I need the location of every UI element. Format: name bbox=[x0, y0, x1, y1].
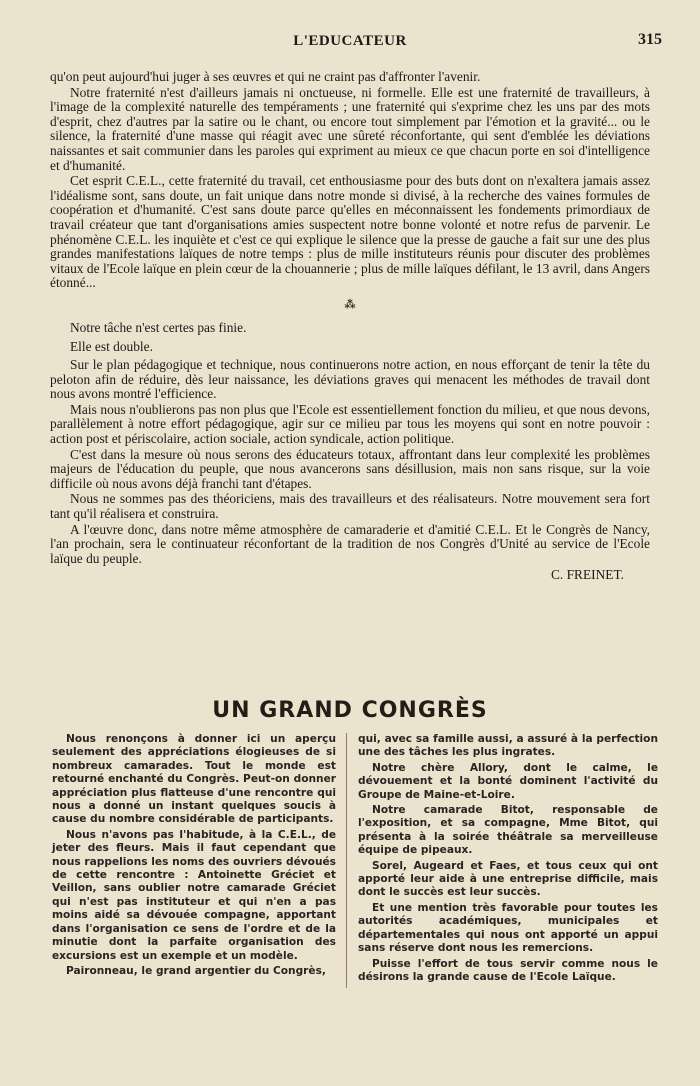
column-paragraph: qui, avec sa famille aussi, a assuré à la perfection une des tâches les plus ingrates. bbox=[358, 733, 658, 759]
running-header-title: L'EDUCATEUR bbox=[293, 33, 407, 49]
article-paragraph: A l'œuvre donc, dans notre même atmosphère de camaraderie et d'amitié C.E.L. Et le Congrès de Nancy, l'an prochain, sera le continuateur réconfortant de la tradition de nos Congrès d'Unité au service de l'Ecole laïque du peuple. bbox=[50, 521, 650, 566]
column-paragraph: Et une mention très favorable pour toutes les autorités académiques, municipales et départementales qui nous ont apporté un appui sans réserve dont nous les remercions. bbox=[358, 901, 658, 955]
article-paragraph: C'est dans la mesure où nous serons des éducateurs totaux, affrontant dans leur complexité les problèmes majeurs de l'éducation du peuple, que nous avancerons sans désillusion, mais non sans risque, sur la voie difficile où nous avons déjà franchi tant d'étapes. bbox=[50, 446, 650, 491]
column-paragraph: Puisse l'effort de tous servir comme nous le désirons la grande cause de l'Ecole Laïque. bbox=[358, 957, 658, 983]
article-paragraph: Sur le plan pédagogique et technique, nous continuerons notre action, en nous efforçant de tenir la tête du peloton afin de réduire, dès leur naissance, les déviations graves qui menacent les méthodes de travail dont nous avons montré l'efficience. bbox=[50, 357, 650, 402]
left-column bbox=[52, 733, 336, 980]
section-title: UN GRAND CONGRÈS bbox=[212, 698, 488, 723]
article-line: Elle est double. bbox=[70, 338, 153, 354]
column-paragraph: Nous n'avons pas l'habitude, à la C.E.L., de jeter des fleurs. Mais il faut cependant que nous rappelions les noms des ouvriers dévoués de cette rencontre : Antoinette Gréciet et Veillon, sans oublier notre camarade Gréciet qui n'est pas instituteur et qui n'en a pas moins aidé sa dévouée compagne, apportant dans l'organisation ce sens de l'ordre et de la minutie dont la parfaite organisation des excursions est un exemple et un modèle. bbox=[52, 828, 336, 962]
column-paragraph: Notre camarade Bitot, responsable de l'exposition, et sa compagne, Mme Bitot, qui présenta à la soirée théâtrale sa merveilleuse équipe de pipeaux. bbox=[358, 804, 658, 857]
article-paragraph: Cet esprit C.E.L., cette fraternité du travail, cet enthousiasme pour des buts dont on n'exaltera jamais assez l'idéalisme sont, sans doute, un fait unique dans notre monde si divisé, à la recherche des vaines formules de coopération et d'humanité. C'est sans doute parce qu'elles en méconnaissent les fondements primordiaux de travail créateur que tant d'organisations amies suspectent notre bonne volonté et notre refus de parvenir. Le phénomène C.E.L. les inquiète et c'est ce qui explique le silence que la presse de gauche a fait sur une des plus grandes manifestations laïques de notre temps : plus de mille instituteurs réunis pour discuter des problèmes vitaux de l'Ecole laïque en plein cœur de la chouannerie ; plus de mille laïques défilant, le 13 avril, dans Angers étonné... bbox=[50, 173, 650, 291]
article-paragraph: Mais nous n'oublierons pas non plus que l'Ecole est essentiellement fonction du milieu, et que nous devons, parallèlement à notre effort pédagogique, agir sur ce milieu par tous les moyens qui sont en notre pouvoir : action post et périscolaire, action sociale, action syndicale, action politique. bbox=[50, 401, 650, 447]
article-paragraph: qu'on peut aujourd'hui juger à ses œuvres et qui ne craint pas d'affronter l'avenir. bbox=[50, 69, 481, 84]
article-line: Notre tâche n'est certes pas finie. bbox=[70, 319, 247, 335]
article-paragraph: Notre fraternité n'est d'ailleurs jamais ni onctueuse, ni formelle. Elle est une fraternité de travailleurs, à l'image de la complexité naturelle des tempéraments ; une fraternité qui s'exprime chez les uns par des mots d'esprit, chez d'autres par la satire ou le chant, ou encore tout simplement par l'émotion et la gravité... ou le silence, la fraternité d'une masse qui réagit avec une sûreté réconfortante, qui sent d'emblée les déviations naissantes et sait communier dans les paroles qui expriment au mieux ce que chacun porte en soi d'intelligence et d'humanité. bbox=[50, 84, 650, 173]
column-paragraph: Nous renonçons à donner ici un aperçu seulement des appréciations élogieuses de si nombreux camarades. Tout le monde est retourné enchanté du Congrès. Peut-on donner appréciation plus flatteuse d'une rencontre qui nous a donné un instant quelques soucis à cause du nombre considérable de participants. bbox=[52, 733, 336, 826]
section-separator: ⁂ bbox=[344, 298, 356, 311]
page-number: 315 bbox=[638, 31, 662, 48]
column-paragraph: Notre chère Allory, dont le calme, le dévouement et la bonté dominent l'activité du Groupe de Maine-et-Loire. bbox=[358, 761, 658, 801]
article-paragraph: Nous ne sommes pas des théoriciens, mais des travailleurs et des réalisateurs. Notre mouvement sera fort tant qu'il réalisera et construira. bbox=[50, 491, 650, 522]
column-divider bbox=[346, 733, 347, 988]
column-paragraph: Sorel, Augeard et Faes, et tous ceux qui ont apporté leur aide à une entreprise difficile, mais dont le succès est leur succès. bbox=[358, 859, 658, 899]
column-paragraph: Paironneau, le grand argentier du Congrès, bbox=[66, 964, 326, 977]
article-signature: C. FREINET. bbox=[550, 567, 624, 583]
article-body bbox=[50, 70, 650, 583]
right-column bbox=[358, 733, 658, 986]
